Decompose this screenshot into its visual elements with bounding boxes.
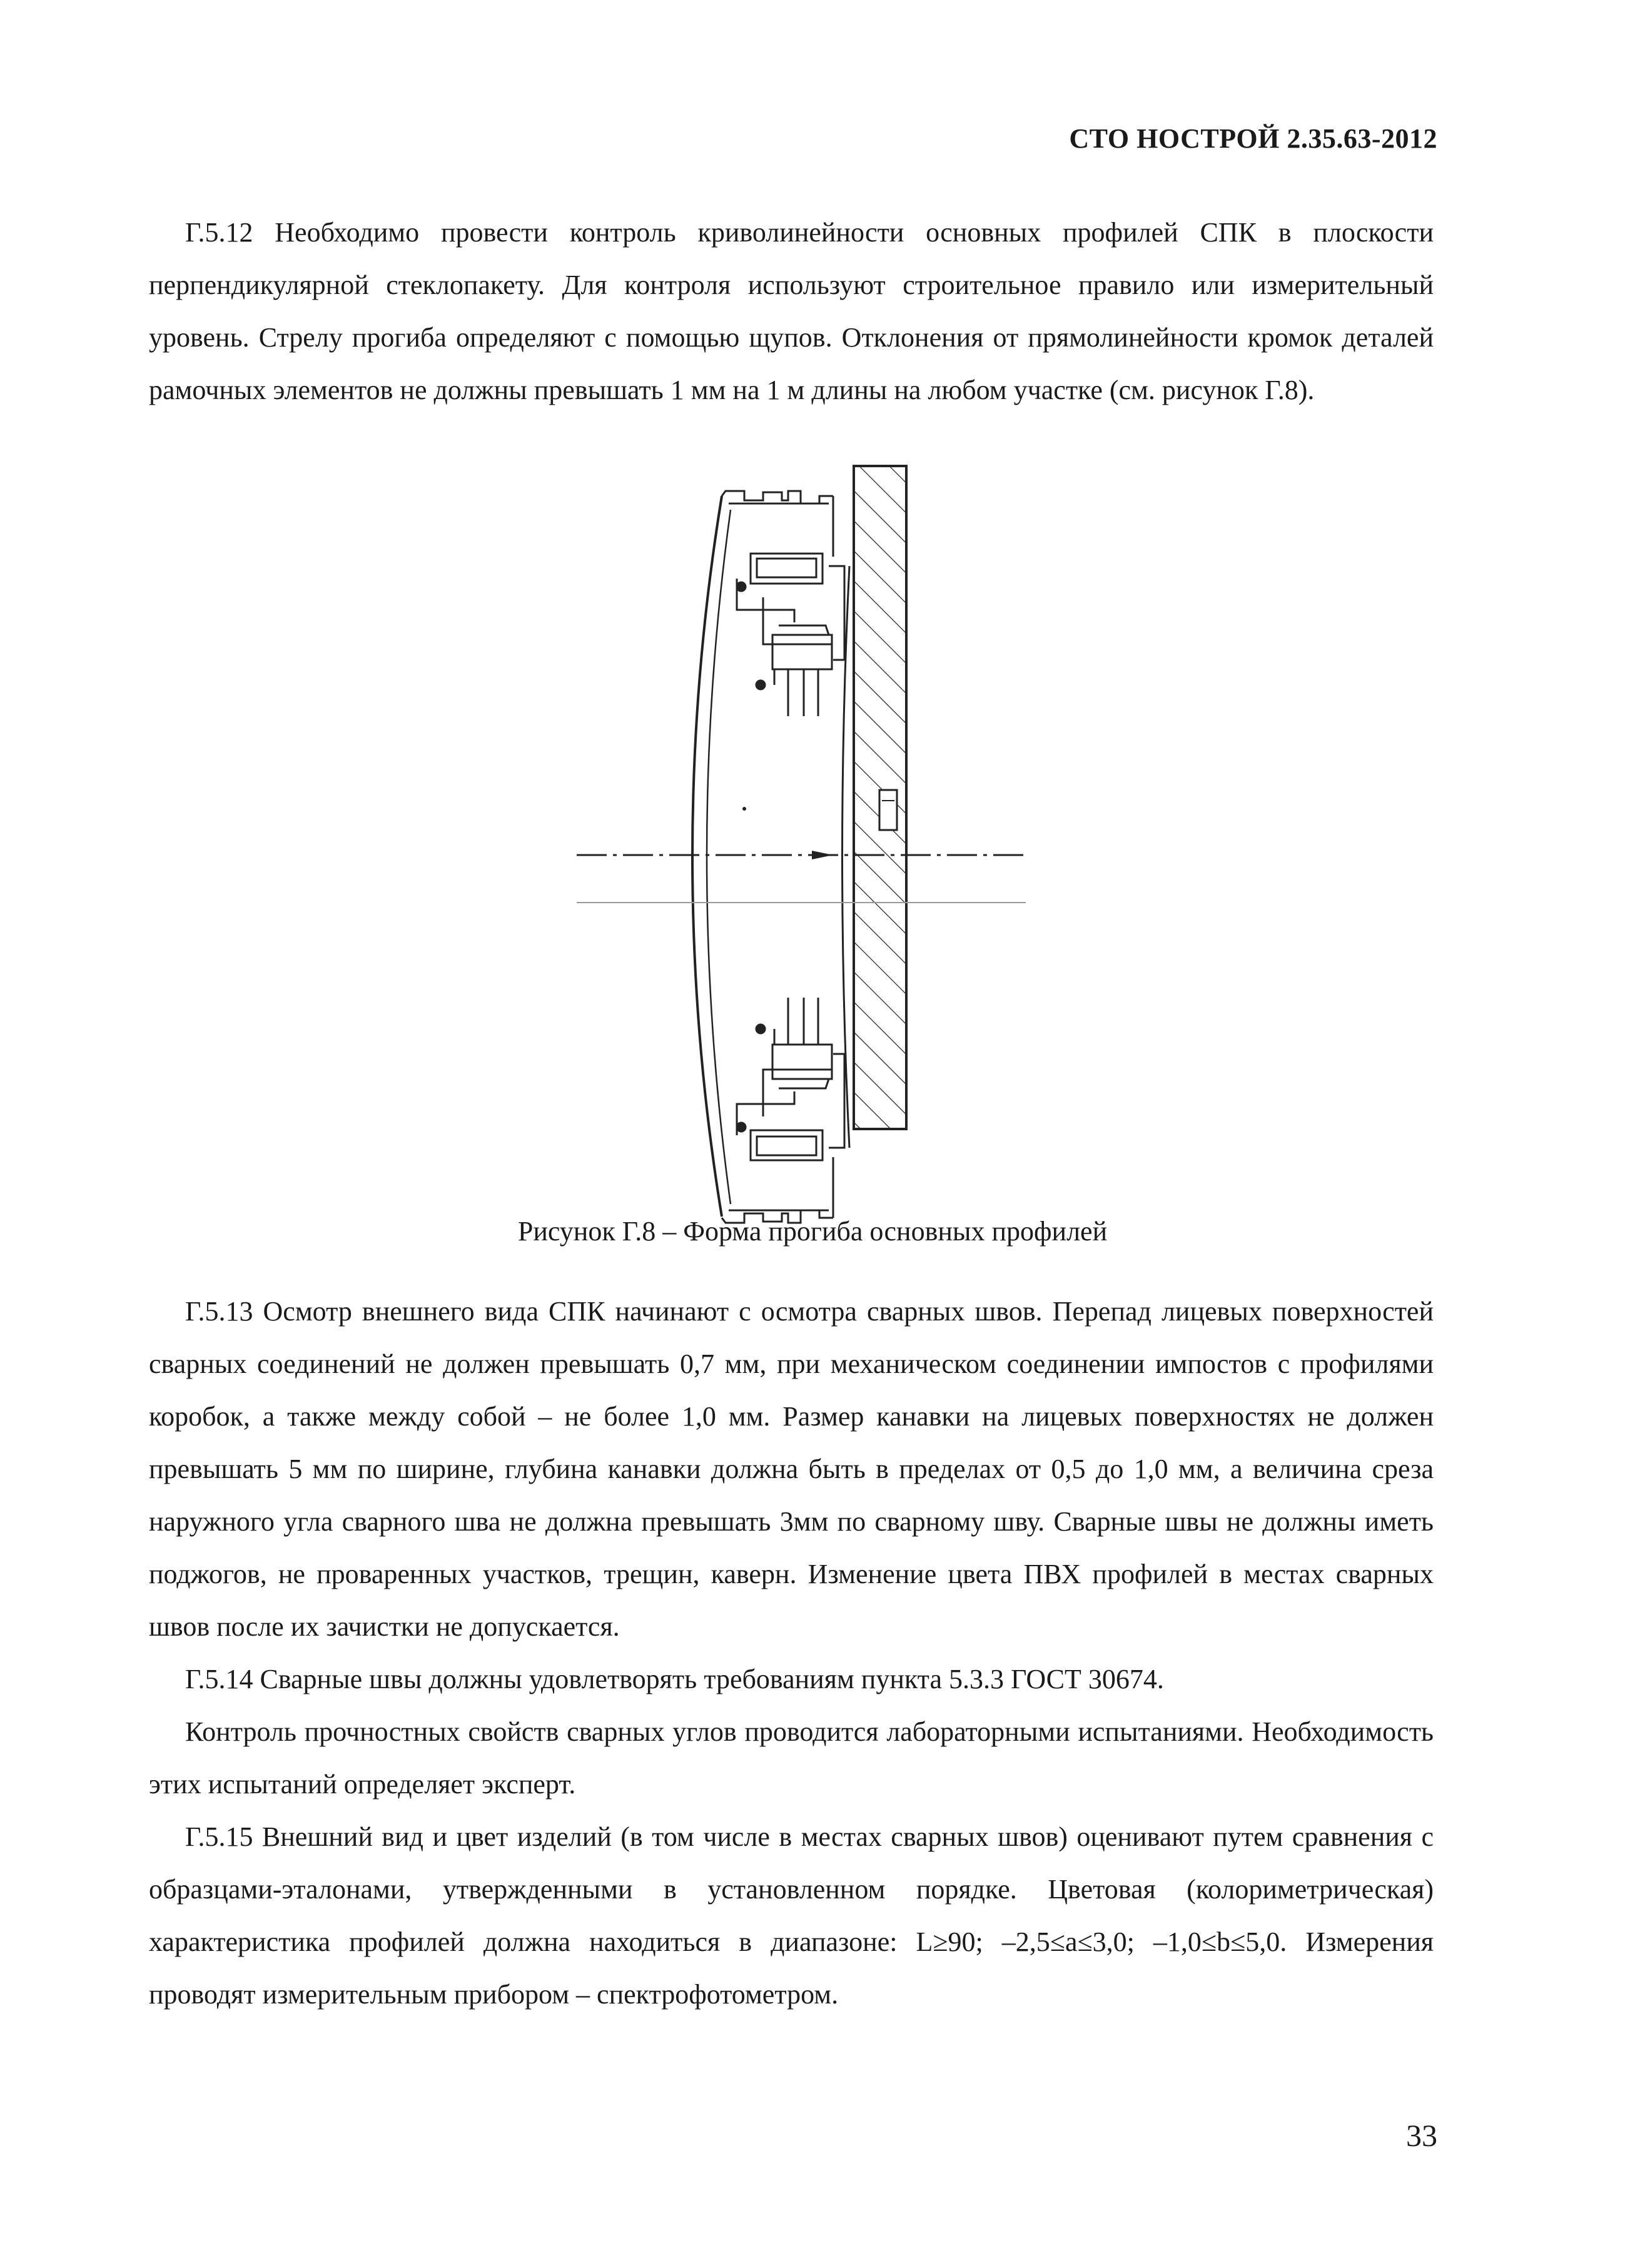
document-header: СТО НОСТРОЙ 2.35.63-2012 [1069, 123, 1437, 154]
paragraph-strength-control: Контроль прочностных свойств сварных углов проводится лабораторными испытаниями. Необходимость этих испытаний определяет эксперт. [149, 1716, 1434, 1800]
paragraph-g5-13: Г.5.13 Осмотр внешнего вида СПК начинают с осмотра сварных швов. Перепад лицевых поверхностей сварных соединений не должен превышать 0,7 мм, при механическом соединении импостов с профилями коробок, а также между собой – не более 1,0 мм. Размер канавки на лицевых поверхностях не должен превышать 5 мм по ширине, глубина канавки должна быть в пределах от 0,5 до 1,0 мм, а величина среза наружного угла сварного шва не должна превышать 3мм по сварному шву. Сварные швы не должны иметь поджогов, не проваренных участков, трещин, каверн. Изменение цвета ПВХ профилей в местах сварных швов после их зачистки не допускается. [149, 1296, 1434, 1642]
figure-profile-deflection [575, 453, 1027, 1229]
paragraph-g5-15: Г.5.15 Внешний вид и цвет изделий (в том числе в местах сварных швов) оценивают путем сравнения с образцами-эталонами, утвержденными в установленном порядке. Цветовая (колориметрическая) характеристика профилей должна находиться в диапазоне: L≥90; –2,5≤a≤3,0; –1,0≤b≤5,0. Измерения проводят измерительным прибором – спектрофотометром. [149, 1821, 1434, 2010]
paragraph-g5-14: Г.5.14 Сварные швы должны удовлетворять требованиям пункта 5.3.3 ГОСТ 30674. [185, 1664, 1164, 1694]
profile-deflection-drawing [575, 453, 1027, 1229]
wall-insert [879, 790, 897, 830]
figure-caption: Рисунок Г.8 – Форма прогиба основных профилей [517, 1216, 1108, 1247]
page-number: 33 [1406, 2118, 1437, 2153]
paragraph-g5-12: Г.5.12 Необходимо провести контроль криволинейности основных профилей СПК в плоскости перпендикулярной стеклопакету. Для контроля используют строительное правило или измерительный уровень. Стрелу прогиба определяют с помощью щупов. Отклонения от прямолинейности кромок деталей рамочных элементов не должны превышать 1 мм на 1 м длины на любом участке (см. рисунок Г.8). [149, 217, 1434, 405]
